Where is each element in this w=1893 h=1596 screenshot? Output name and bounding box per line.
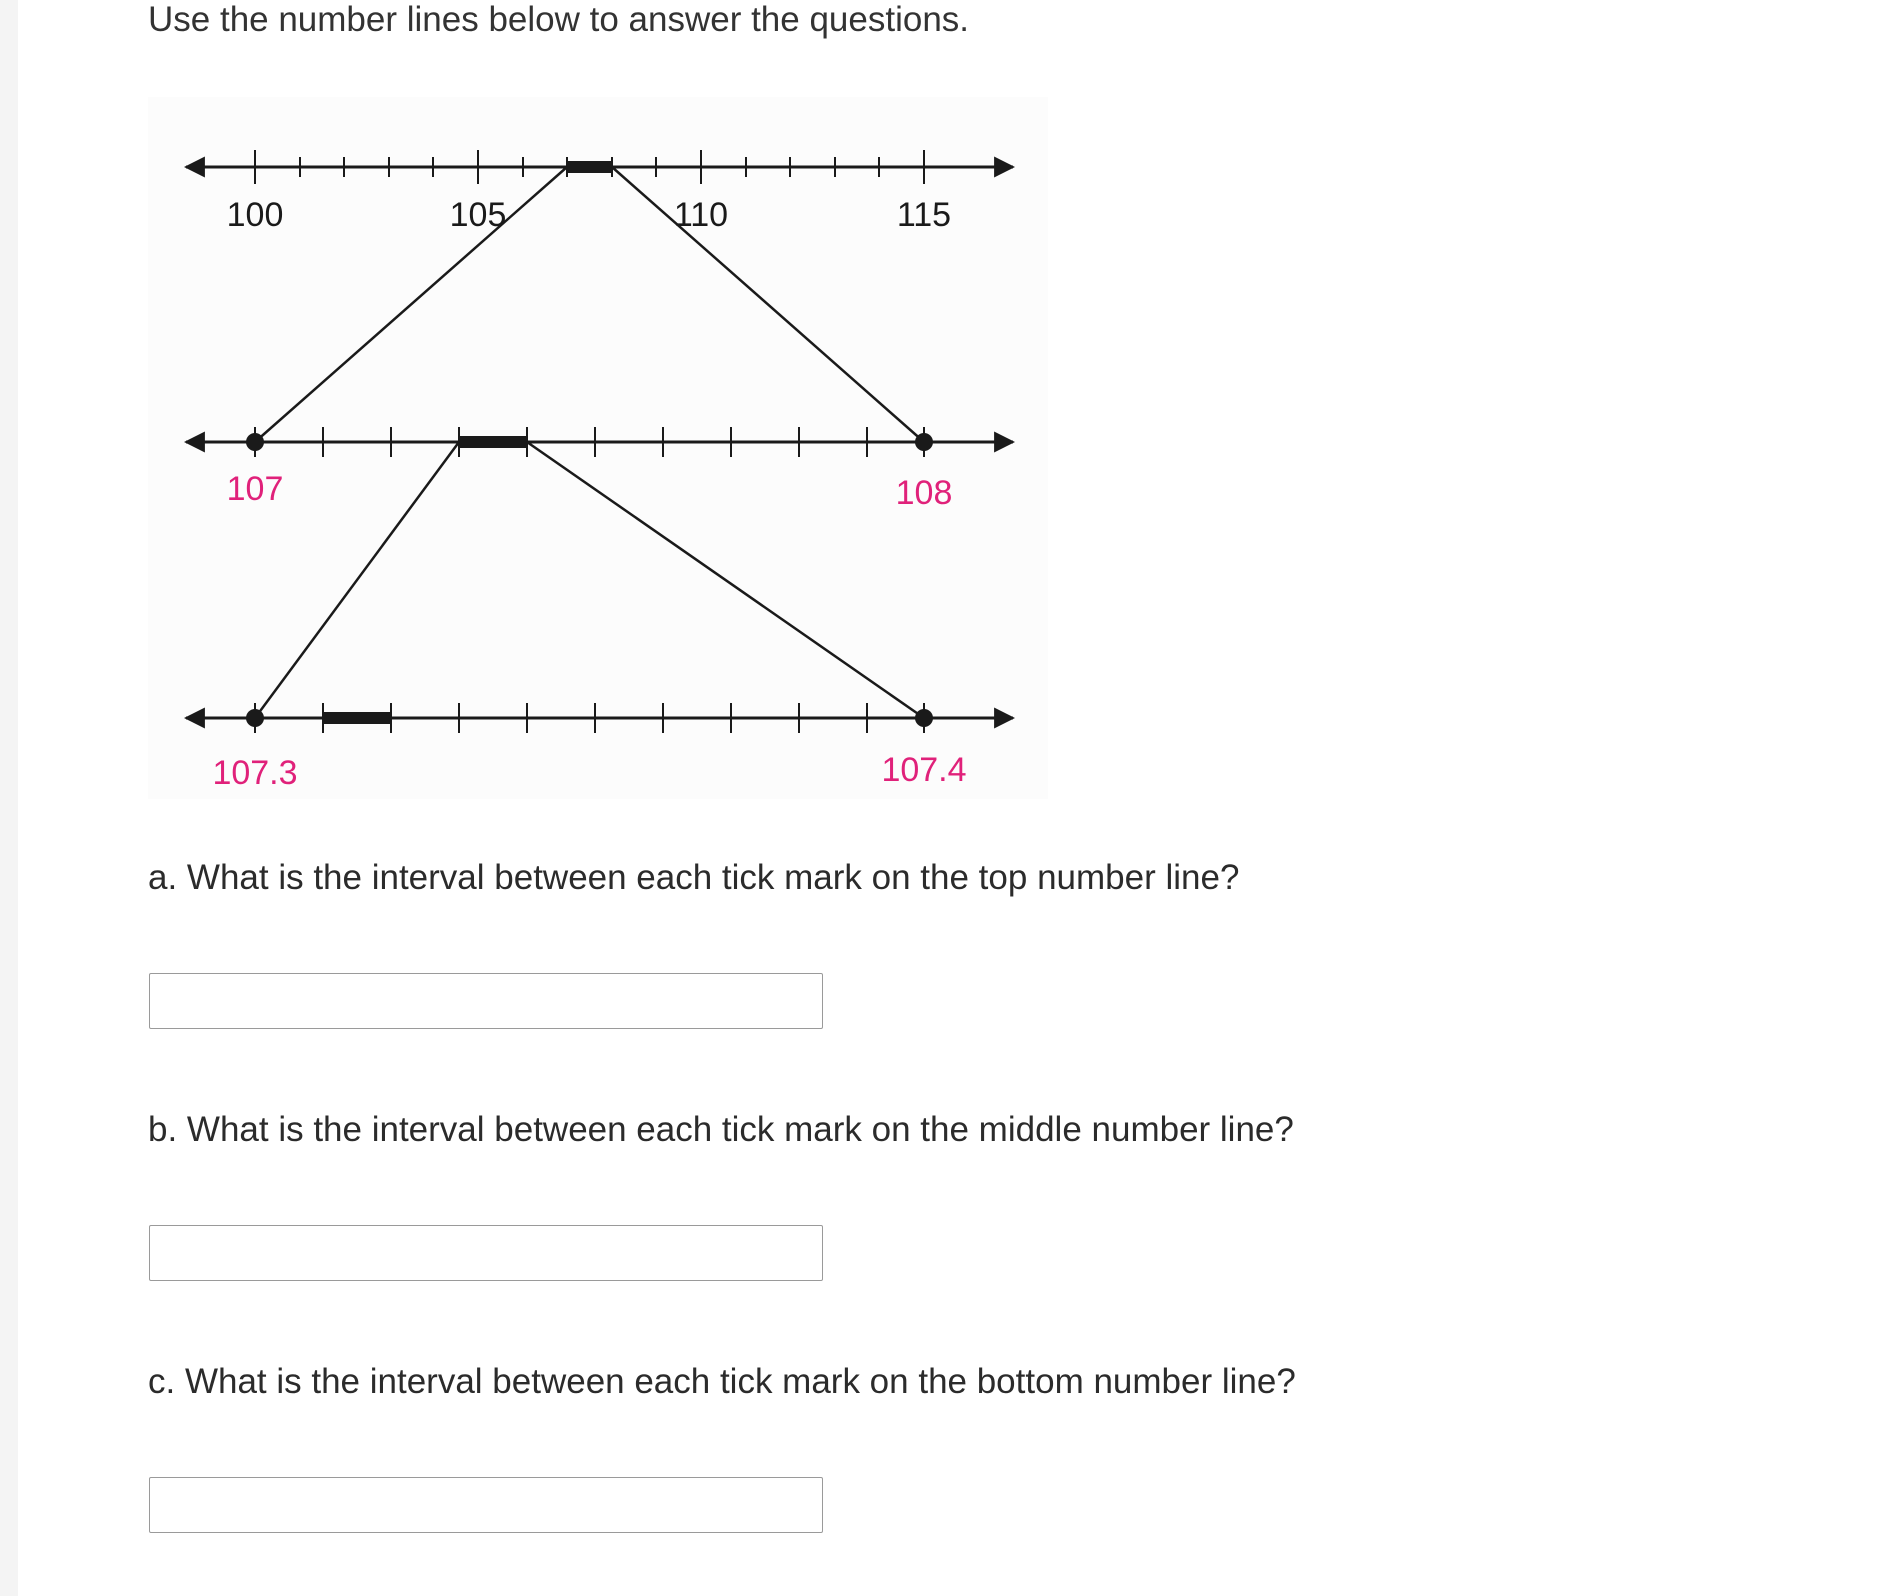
number-lines-figure xyxy=(148,97,1048,799)
top-label-115: 115 xyxy=(896,196,952,234)
top-label-105: 105 xyxy=(449,196,507,234)
middle-label-right: 108 xyxy=(895,474,953,512)
zoom-connector-left-2 xyxy=(255,442,459,718)
bottom-label-left: 107.3 xyxy=(212,754,298,792)
zoom-connector-right xyxy=(612,167,924,442)
instruction-text: Use the number lines below to answer the questions. xyxy=(148,0,970,39)
middle-label-left: 107 xyxy=(226,470,284,508)
zoom-connector-right-2 xyxy=(527,442,924,718)
answer-c-input[interactable] xyxy=(149,1477,823,1533)
answer-b-input[interactable] xyxy=(149,1225,823,1281)
answer-a-input[interactable] xyxy=(149,973,823,1029)
bottom-left-dot xyxy=(246,709,264,727)
number-lines-diagram xyxy=(148,97,1048,799)
top-label-100: 100 xyxy=(226,196,284,234)
top-number-line xyxy=(186,150,1013,234)
question-page xyxy=(18,0,1893,1596)
question-c-text: c. What is the interval between each tick mark on the bottom number line? xyxy=(148,1362,1296,1401)
middle-left-dot xyxy=(246,433,264,451)
question-b-text: b. What is the interval between each tick mark on the middle number line? xyxy=(148,1110,1294,1149)
middle-right-dot xyxy=(915,433,933,451)
question-a-text: a. What is the interval between each tick mark on the top number line? xyxy=(148,858,1240,897)
middle-highlight-segment xyxy=(459,436,527,448)
middle-number-line xyxy=(186,427,1013,512)
top-label-110: 110 xyxy=(673,196,729,234)
bottom-label-right: 107.4 xyxy=(881,751,967,789)
bottom-number-line xyxy=(186,703,1013,792)
bottom-highlight-segment xyxy=(323,712,391,724)
bottom-right-dot xyxy=(915,709,933,727)
top-highlight-segment xyxy=(567,161,612,173)
zoom-connector-left xyxy=(255,167,567,442)
